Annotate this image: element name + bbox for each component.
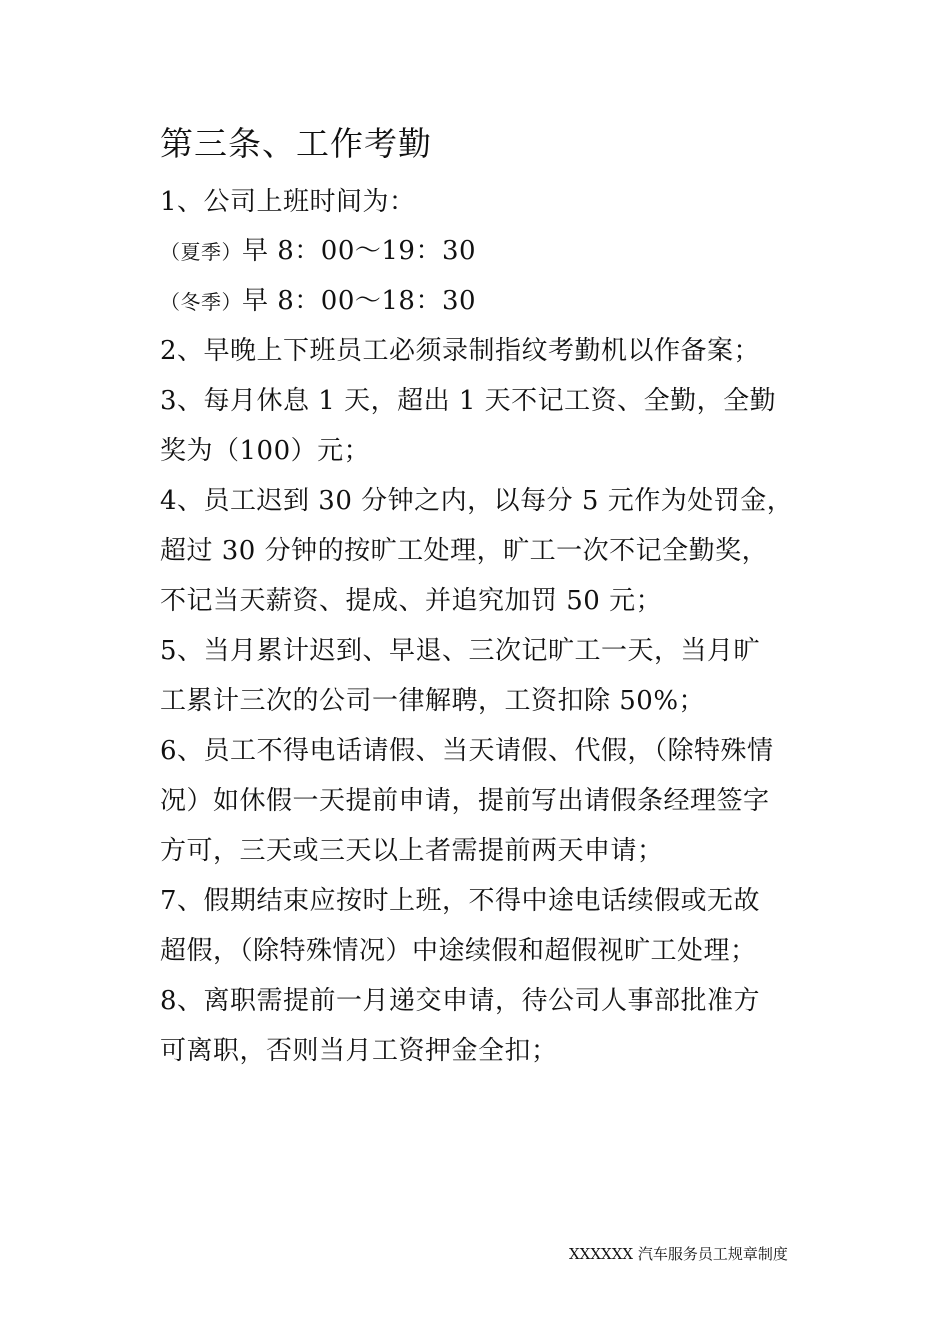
paragraph-line: 可离职，否则当月工资押金全扣； [160, 1036, 558, 1066]
paragraph-line: 2、早晚上下班员工必须录制指纹考勤机以作备案； [160, 336, 761, 366]
paragraph-line: 3、每月休息 1 天，超出 1 天不记工资、全勤，全勤 [160, 386, 777, 416]
section-title: 第三条、工作考勤 [160, 124, 432, 163]
paragraph-line: 方可，三天或三天以上者需提前两天申请； [160, 836, 664, 866]
paragraph-line: 超过 30 分钟的按旷工处理，旷工一次不记全勤奖， [160, 536, 769, 566]
paragraph-line: 不记当天薪资、提成、并追究加罚 50 元； [160, 586, 663, 616]
summer-hours-line [160, 233, 476, 270]
paragraph-line: 7、假期结束应按时上班，不得中途电话续假或无故 [160, 886, 761, 916]
winter-label: （冬季） [160, 290, 242, 314]
paragraph-line: 4、员工迟到 30 分钟之内，以每分 5 元作为处罚金， [160, 486, 794, 516]
summer-label: （夏季） [160, 240, 242, 264]
winter-hours-line [160, 283, 476, 320]
winter-hours: 早 8：00～18：30 [242, 286, 477, 316]
paragraph-line: 8、离职需提前一月递交申请，待公司人事部批准方 [160, 986, 761, 1016]
paragraph-line: 5、当月累计迟到、早退、三次记旷工一天，当月旷 [160, 636, 761, 666]
page-footer: XXXXXX 汽车服务员工规章制度 [569, 1245, 788, 1263]
paragraph-line: 1、公司上班时间为： [160, 187, 416, 217]
paragraph-line: 奖为（100）元； [160, 436, 371, 466]
paragraph-line: 超假，（除特殊情况）中途续假和超假视旷工处理； [160, 936, 757, 966]
paragraph-line: 况）如休假一天提前申请，提前写出请假条经理签字 [160, 786, 770, 816]
summer-hours: 早 8：00～19：30 [242, 236, 477, 266]
paragraph-line: 工累计三次的公司一律解聘，工资扣除 50%； [160, 686, 706, 716]
paragraph-line: 6、员工不得电话请假、当天请假、代假，（除特殊情 [160, 736, 774, 766]
